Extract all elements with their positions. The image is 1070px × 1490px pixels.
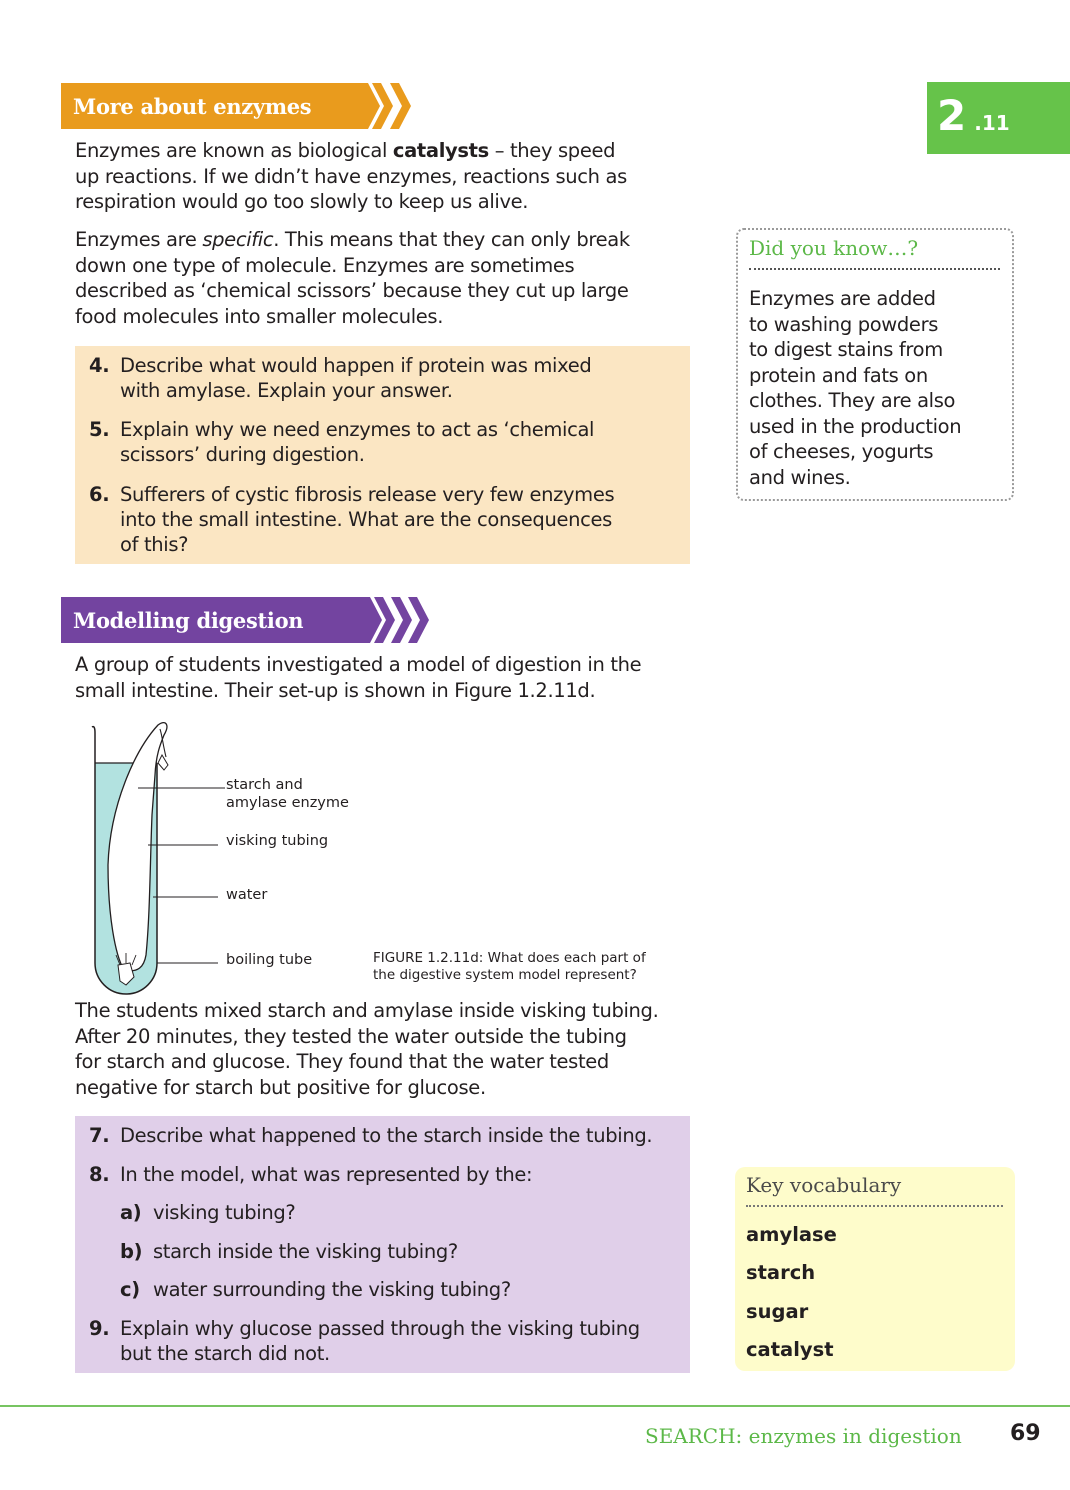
paragraph-intro: A group of students investigated a model of digestion in the small intestine. Their set-up is shown in Figure 1.2.11d. [75,653,642,702]
label-boiling-tube: boiling tube [226,952,313,968]
did-you-know-title: Did you know…? [749,236,919,260]
paragraph-results: The students mixed starch and amylase inside visking tubing. After 20 minutes, they tested the water outside the tubing for starch and glucose. They found that the water tested negative for starch but positive for glucose. [75,999,659,1099]
vocab-item: amylase [746,1223,837,1246]
paragraph-specific: Enzymes are specific. This means that they can only break down one type of molecule. Enzymes are sometimes described as ‘chemical scissors’ because they cut up large food molecules into smaller molecules. [75,228,630,328]
section-banner-modelling [61,597,436,643]
divider [746,1205,1003,1207]
figure-digestion-model [80,715,380,995]
vocab-item: catalyst [746,1338,834,1361]
chapter-tab [927,82,1070,154]
paragraph-catalysts: Enzymes are known as biological catalysts – they speed up reactions. If we didn’t have enzymes, reactions such as respiration would go too slowly to keep us alive. [75,139,627,213]
key-vocabulary-title: Key vocabulary [746,1173,902,1197]
key-vocabulary-box [735,1167,1015,1371]
chevrons-icon [360,597,436,643]
did-you-know-box [736,228,1014,501]
section-heading: Modelling digestion [61,597,360,643]
questions-box-modelling: 7. Describe what happened to the starch inside the tubing. 8. In the model, what was represented by the: a) visking tubing? b) starch inside the visking tubing? c) water surrounding the visking tubing? 9. Explain why glucose passed through the visking tubing but the starch did not. [75,1116,690,1373]
chevrons-icon [358,83,420,129]
footer-divider [0,1405,1070,1407]
footer-search-hint: SEARCH: enzymes in digestion [645,1424,962,1448]
vocab-item: starch [746,1261,816,1284]
page-number: 69 [1010,1421,1041,1446]
label-starch-amylase: starch and amylase enzyme [226,777,349,811]
section-number: .11 [974,111,1010,135]
label-water: water [226,887,268,903]
figure-caption: FIGURE 1.2.11d: What does each part of the digestive system model represent? [373,950,646,983]
vocab-item: sugar [746,1300,809,1323]
section-heading: More about enzymes [61,83,358,129]
section-banner-enzymes [61,83,420,129]
divider [749,268,1000,270]
chapter-number: 2 [937,91,967,140]
label-visking-tubing: visking tubing [226,833,329,849]
did-you-know-text: Enzymes are added to washing powders to digest stains from protein and fats on clothes. They are also used in the production of cheeses, yogurts and wines. [749,287,962,489]
questions-box-enzymes: 4. Describe what would happen if protein was mixed with amylase. Explain your answer. 5. Explain why we need enzymes to act as ‘chemical scissors’ during digestion. 6. Sufferers of cystic fibrosis release very few enzymes into the small intestine. What are the consequences of this? [75,346,690,564]
